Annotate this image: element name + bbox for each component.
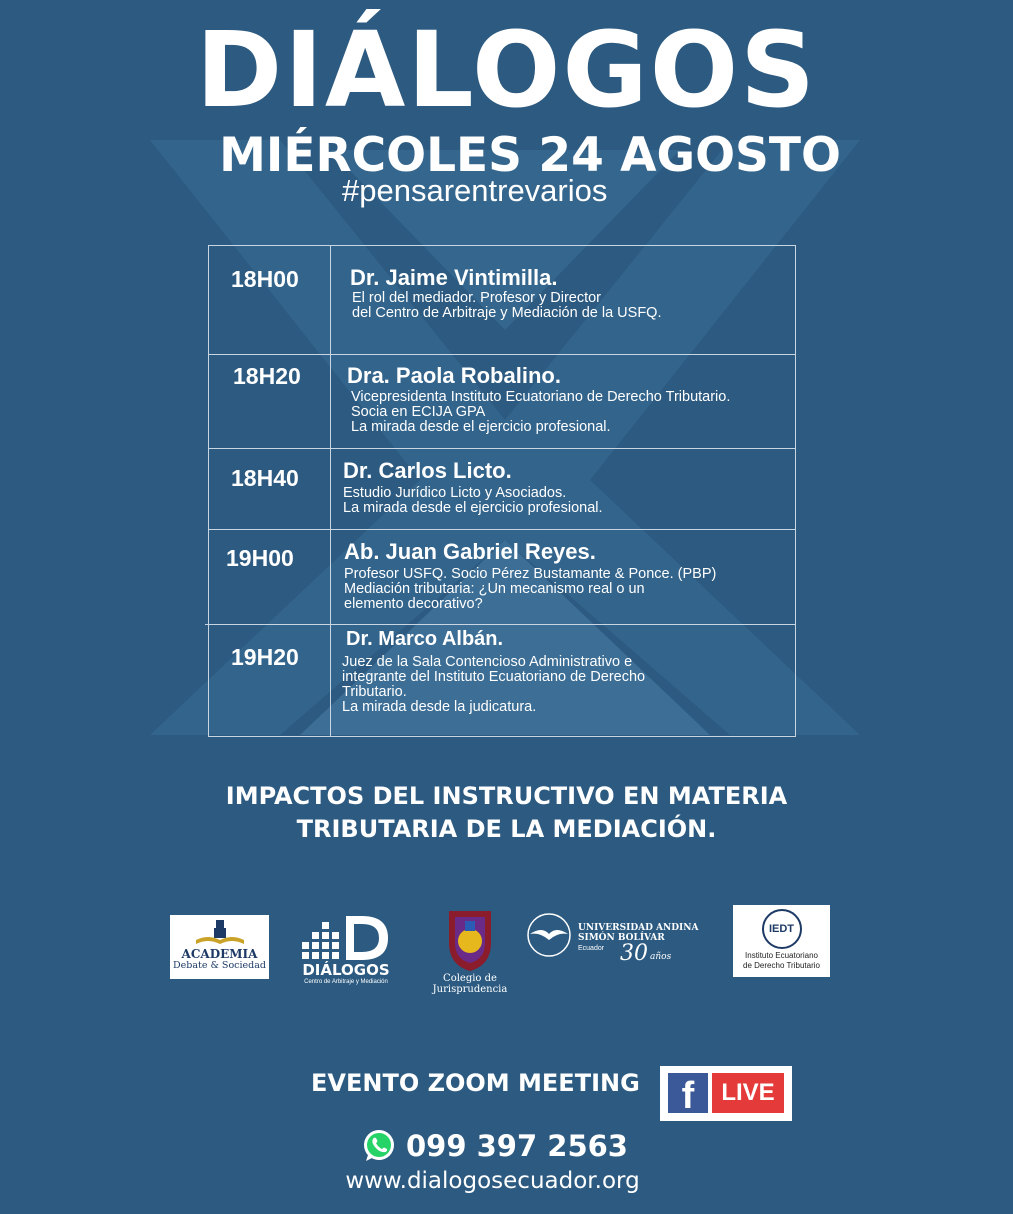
column-divider [330,246,331,736]
schedule-time: 19H20 [231,644,299,670]
colegio-line-1: Colegio de [443,973,497,984]
speaker-name: Dr. Marco Albán. [346,628,504,650]
speaker-name: Dra. Paola Robalino. [347,363,561,388]
row-divider [205,624,795,625]
event-zoom-meeting: EVENTO ZOOM MEETING [311,1069,640,1097]
iedt-logo [733,905,830,977]
colegio-line-2: Jurisprudencia [432,984,508,995]
event-date: MIÉRCOLES 24 AGOSTO [219,128,841,183]
event-title: DIÁLOGOS [195,9,818,131]
row-divider [209,354,795,355]
speaker-description: Estudio Jurídico Licto y Asociados. La mirada desde el ejercicio profesional. [343,485,603,516]
iedt-line-1: Instituto Ecuatoriano [745,951,818,960]
facebook-icon: f [668,1073,708,1113]
speaker-name: Dr. Jaime Vintimilla. [350,265,558,290]
schedule-time: 18H20 [233,363,301,389]
event-topic [150,780,863,846]
uasb-line-3: Ecuador [578,945,605,952]
iedt-badge: IEDT [762,909,802,949]
schedule-table [208,245,796,737]
dialogos-sub: Centro de Arbitraje y Mediación [304,979,388,985]
website-link[interactable]: www.dialogosecuador.org [345,1168,640,1194]
whatsapp-icon [360,1127,398,1165]
iedt-line-2: de Derecho Tributario [743,961,820,970]
schedule-time: 18H40 [231,465,299,491]
phone-number[interactable]: 099 397 2563 [406,1129,628,1163]
topic-line-2: TRIBUTARIA DE LA MEDIACIÓN. [296,815,717,843]
row-divider [209,529,795,530]
speaker-description: El rol del mediador. Profesor y Director del Centro de Arbitraje y Mediación de la USFQ. [352,290,662,321]
dialogos-d-icon [300,912,392,962]
schedule-time: 19H00 [226,545,294,571]
topic-line-1: IMPACTOS DEL INSTRUCTIVO EN MATERIA [225,782,788,810]
speaker-description: Vicepresidenta Instituto Ecuatoriano de Derecho Tributario. Socia en ECIJA GPA La mirada desde el ejercicio profesional. [351,389,731,435]
dialogos-logo [296,912,396,994]
academia-sub: Debate & Sociedad [173,960,266,971]
speaker-description: Profesor USFQ. Socio Pérez Bustamante & Ponce. (PBP) Mediación tributaria: ¿Un mecanismo real o un elemento decorativo? [344,566,717,612]
dialogos-name: DIÁLOGOS [302,961,390,979]
uasb-line-2: SIMÓN BOLÍVAR [578,933,665,943]
live-label: LIVE [712,1073,784,1113]
uasb-years-label: años [650,952,672,962]
uasb-years: 30 [620,941,648,966]
colegio-logo [420,907,520,1002]
schedule-time: 18H00 [231,266,299,292]
academia-logo [170,915,269,979]
speaker-description: Juez de la Sala Contencioso Administrativo e integrante del Instituto Ecuatoriano de Derecho Tributario. La mirada desde la judicatura. [342,654,646,715]
condor-icon [524,912,574,958]
speaker-name: Dr. Carlos Licto. [343,458,512,483]
crest-icon [445,907,495,973]
speaker-name: Ab. Juan Gabriel Reyes. [344,539,596,564]
hashtag: #pensarentrevarios [342,173,608,208]
book-podium-icon [190,918,250,948]
uasb-logo [524,910,699,972]
row-divider [209,448,795,449]
uasb-line-1: UNIVERSIDAD ANDINA [578,923,699,933]
academia-name: ACADEMIA [181,947,258,961]
facebook-live-badge[interactable] [660,1066,792,1121]
